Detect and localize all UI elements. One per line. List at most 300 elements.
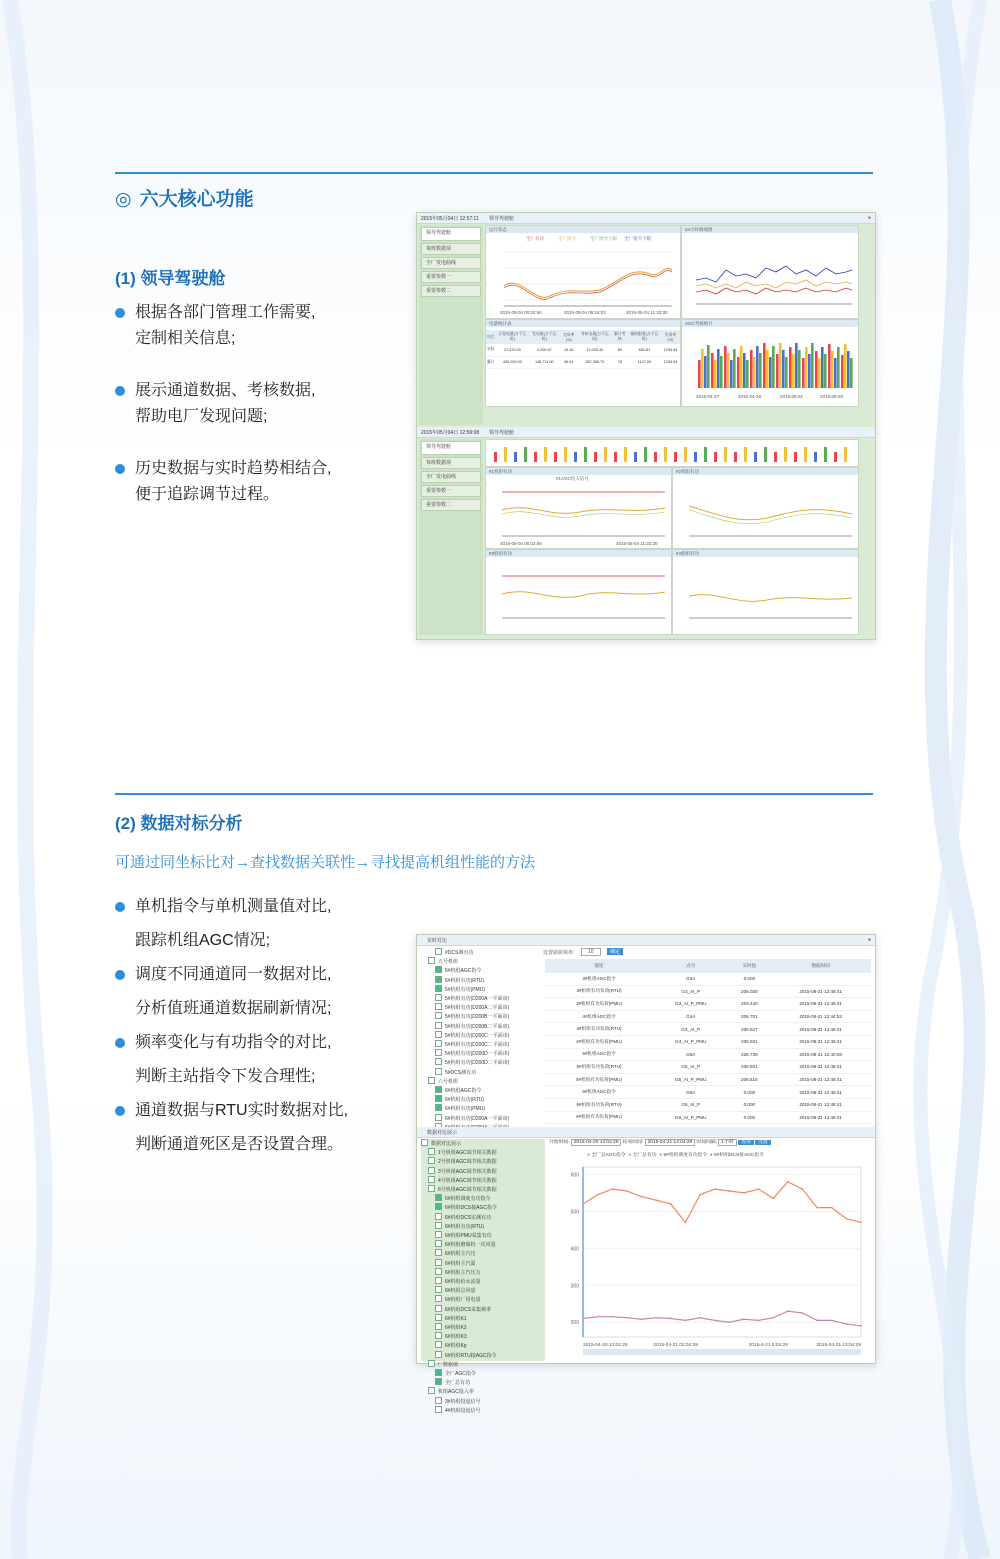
tree-item-label: 5#机组有功(D200B二平面串) <box>445 1023 510 1030</box>
data-point <box>641 1318 643 1320</box>
tree-item[interactable] <box>421 1222 545 1231</box>
checkbox[interactable] <box>421 1139 428 1146</box>
data-point <box>816 1207 818 1209</box>
tree-item-label: 6号机组AGC调节相关数据 <box>438 1187 497 1194</box>
tree-item-label: 6#机组有功(D200A一平面串) <box>445 1115 510 1122</box>
checkbox[interactable] <box>435 1231 442 1238</box>
bar <box>844 344 847 388</box>
bar <box>594 452 597 462</box>
table-row <box>545 1061 871 1074</box>
close-icon[interactable]: ● <box>867 937 871 943</box>
checkbox[interactable] <box>435 1031 442 1038</box>
checkbox[interactable] <box>428 1360 435 1367</box>
panel-title: #4机组有功 <box>673 550 858 557</box>
tree-item[interactable] <box>421 1286 545 1295</box>
cell: 0.000 <box>728 1098 770 1111</box>
sidebar-item[interactable]: 全厂发电曲线 <box>421 257 481 269</box>
tree-item-label: 6#机组调度有功指令 <box>445 1196 491 1203</box>
bar <box>814 452 817 462</box>
checkbox[interactable] <box>428 1176 435 1183</box>
tree-top <box>421 948 539 1128</box>
bar <box>795 343 798 388</box>
cell: 205.030 <box>728 985 770 998</box>
checkbox-checked[interactable] <box>435 1104 442 1111</box>
bullet-line: 频率变化与有功指令的对比, <box>135 1034 332 1051</box>
cell: 6#机组AGC指令 <box>545 1086 653 1099</box>
tree-item[interactable] <box>421 1378 545 1387</box>
tree-item[interactable] <box>421 1176 545 1185</box>
bullet-dot <box>115 970 125 980</box>
bar <box>554 452 557 462</box>
tree-item[interactable] <box>421 1077 539 1086</box>
legend-item: ● <box>659 1153 663 1158</box>
tree-item[interactable] <box>421 1022 539 1031</box>
bar <box>794 452 797 462</box>
tree-item[interactable] <box>421 1369 545 1378</box>
table-header: 描述 <box>545 959 653 973</box>
tree-item[interactable] <box>421 948 539 957</box>
tab-time: 2015年05月04日 12:57:11 <box>421 216 479 222</box>
data-point <box>787 1181 789 1183</box>
bullet-line: 展示通道数据、考核数据, <box>135 382 316 399</box>
cell: 203.440 <box>728 998 770 1011</box>
tree-item[interactable] <box>421 1249 545 1258</box>
data-point <box>802 1312 804 1314</box>
tree-item-label: 6#机组DCS采集频率 <box>445 1306 492 1313</box>
tree-item[interactable] <box>421 1095 539 1104</box>
start-input[interactable]: 2015-04-20 13:04:29 <box>571 1139 622 1146</box>
checkbox[interactable] <box>428 1185 435 1192</box>
checkbox[interactable] <box>435 1240 442 1247</box>
tree-item[interactable] <box>421 1012 539 1021</box>
sidebar-item[interactable]: 重要参数一 <box>421 271 481 283</box>
tab-realtime-compare[interactable]: 实时对比 <box>427 938 448 944</box>
data-point <box>685 1319 687 1321</box>
bar <box>654 452 657 462</box>
bullet-line: 分析值班通道数据刷新情况; <box>135 1000 332 1017</box>
table-row <box>545 1048 871 1061</box>
tree-item[interactable] <box>421 1194 545 1203</box>
checkbox[interactable] <box>428 1077 435 1084</box>
cell: 4#机组有功负荷(RTU) <box>545 1023 653 1036</box>
tree-item[interactable] <box>421 1058 539 1067</box>
checkbox[interactable] <box>435 1305 442 1312</box>
checkbox[interactable] <box>435 1268 442 1275</box>
bar <box>746 360 749 388</box>
y-tick-label: 600 <box>570 1172 579 1179</box>
tree-item[interactable] <box>421 1213 545 1222</box>
tree-item[interactable] <box>421 1203 545 1212</box>
checkbox[interactable] <box>428 1157 435 1164</box>
tree-item-label: 6#机组K1 <box>445 1315 467 1322</box>
tree-item[interactable] <box>421 1086 539 1095</box>
data-point <box>860 1325 862 1327</box>
start-label: 开始时间: <box>549 1140 570 1145</box>
bar <box>828 344 831 388</box>
checkbox[interactable] <box>428 1387 435 1394</box>
tree-item-label: 3#机组投退信号 <box>445 1398 481 1405</box>
tab-data-compare[interactable]: 数据对比展示 <box>427 1130 458 1136</box>
data-point <box>845 1323 847 1325</box>
bar <box>737 357 740 388</box>
tree-item[interactable] <box>421 1068 539 1077</box>
setting-button[interactable]: 设置 <box>755 1140 771 1145</box>
unit-line-chart <box>677 566 854 624</box>
checkbox[interactable] <box>435 1341 442 1348</box>
tree-item-label: 1号机组AGC调节相关数据 <box>438 1150 497 1157</box>
tree-item[interactable] <box>421 1003 539 1012</box>
part2-title: (2) 数据对标分析 <box>115 814 243 833</box>
cell: 27,670.00 <box>496 344 530 356</box>
chart-toolbar <box>549 1138 871 1147</box>
tree-item[interactable] <box>421 1277 545 1286</box>
data-point <box>860 1222 862 1224</box>
cockpit-sidebar <box>419 225 483 425</box>
tree-item[interactable] <box>421 1305 545 1314</box>
tree-item[interactable] <box>421 1167 545 1176</box>
tree-item[interactable] <box>421 1040 539 1049</box>
tree-item[interactable] <box>421 957 539 966</box>
energy-table <box>486 330 680 369</box>
x-tick-label: 2015-4-21 5:04:29 <box>748 1343 788 1348</box>
tree-item-label: 机组AGC投入率 <box>438 1389 474 1396</box>
bar <box>750 350 753 388</box>
cell: G4_AI_P_PMU <box>653 1035 728 1048</box>
bar <box>727 353 730 388</box>
checkbox-checked[interactable] <box>435 976 442 983</box>
table-row <box>545 1010 871 1023</box>
close-icon[interactable]: ● <box>867 215 871 221</box>
tree-item-label: 4号机组AGC调节相关数据 <box>438 1177 497 1184</box>
tree-item[interactable] <box>421 1049 539 1058</box>
bar <box>701 349 704 388</box>
bar <box>764 447 767 462</box>
checkbox-checked[interactable] <box>435 1095 442 1102</box>
data-point <box>670 1318 672 1320</box>
data-point <box>728 1190 730 1192</box>
cell: 206.601 <box>728 1061 770 1074</box>
cell: G3_AI_P <box>653 985 728 998</box>
data-point <box>699 1194 701 1196</box>
data-point <box>685 1222 687 1224</box>
legend-label: 6#机组DCS接AGC指令 <box>714 1153 764 1158</box>
realtime-table <box>545 959 871 1124</box>
cell: G6_AI_P <box>653 1098 728 1111</box>
legend-item: 全厂指令下限 <box>624 236 651 241</box>
x-tick: 2015-05-04 11:33:30 <box>626 310 668 315</box>
checkbox-checked[interactable] <box>435 985 442 992</box>
checkbox[interactable] <box>435 1323 442 1330</box>
checkbox-checked[interactable] <box>435 1378 442 1385</box>
checkbox[interactable] <box>428 1167 435 1174</box>
bar <box>850 358 853 388</box>
checkbox[interactable] <box>435 1022 442 1029</box>
tree-item-label: 5#机组有功(D200C二平面串) <box>445 1042 510 1049</box>
tree-item[interactable] <box>421 985 539 994</box>
checkbox[interactable] <box>435 1277 442 1284</box>
data-point <box>772 1317 774 1319</box>
bar <box>769 357 772 388</box>
bar <box>785 357 788 388</box>
table-row <box>545 985 871 998</box>
bar <box>798 350 801 388</box>
cell: 5#机组有功负荷(RTU) <box>545 1061 653 1074</box>
panel-energy-table <box>485 319 681 407</box>
checkbox[interactable] <box>435 1049 442 1056</box>
legend-label: 6#机组调度有功指令 <box>663 1153 708 1158</box>
tree-item-label: 6#机组K3 <box>445 1334 467 1341</box>
sidebar-item[interactable]: 重要参数二 <box>421 499 481 511</box>
query-button[interactable]: 查询 <box>738 1140 754 1145</box>
bar <box>740 346 743 388</box>
sidebar-item[interactable]: 重要参数二 <box>421 285 481 297</box>
bar <box>664 447 667 462</box>
sidebar-item[interactable]: 重要参数一 <box>421 485 481 497</box>
tree-item-label: 6#机组主汽温 <box>445 1260 476 1267</box>
bar <box>834 358 837 388</box>
cell: G5_AI_P <box>653 1061 728 1074</box>
data-point <box>714 1188 716 1190</box>
cell: G4A <box>653 1010 728 1023</box>
panel-bars-strip <box>485 439 859 467</box>
x-tick-label: 2015-04-20 13:04:29 <box>583 1343 628 1348</box>
checkbox[interactable] <box>435 1003 442 1010</box>
tree-item[interactable] <box>421 1185 545 1194</box>
data-point <box>670 1203 672 1205</box>
cell: 80 <box>612 344 628 356</box>
tree-item-label: 6#机组主汽压 <box>445 1251 476 1258</box>
cell: 4#机组AGC指令 <box>545 1010 653 1023</box>
checkbox-checked[interactable] <box>435 966 442 973</box>
table-header: 考核电量(万千瓦时) <box>578 330 612 344</box>
bar <box>776 354 779 388</box>
tree-item[interactable] <box>421 1341 545 1350</box>
checkbox[interactable] <box>435 1406 442 1413</box>
agc-bar-chart <box>686 334 854 392</box>
tree-item[interactable] <box>421 1148 545 1157</box>
tree-item[interactable] <box>421 1268 545 1277</box>
tree-item-label: 5#机组有功(RTU) <box>445 977 485 984</box>
tree-item[interactable] <box>421 1351 545 1360</box>
tree-item-label: 5#机组有功(D200D一平面串) <box>445 1051 510 1058</box>
checkbox-checked[interactable] <box>435 1369 442 1376</box>
bullet-line: 便于追踪调节过程。 <box>135 486 280 503</box>
tree-item[interactable] <box>421 1360 545 1369</box>
checkbox[interactable] <box>435 1295 442 1302</box>
tree-item[interactable] <box>421 1104 539 1113</box>
end-input[interactable]: 2015-04-21 13:04:29 <box>645 1139 696 1146</box>
part2-bullet-2 <box>115 958 331 1026</box>
bar <box>844 447 847 462</box>
legend-item: ● <box>628 1153 632 1158</box>
tab-cockpit[interactable]: 领导驾驶舱 <box>489 216 515 222</box>
cell: 1299.54 <box>661 356 680 369</box>
bar <box>644 447 647 462</box>
checkbox[interactable] <box>435 1222 442 1229</box>
tree-item[interactable] <box>421 1259 545 1268</box>
tree-item-label: 6#机组主汽压力 <box>445 1269 481 1276</box>
data-point <box>816 1319 818 1321</box>
checkbox[interactable] <box>435 994 442 1001</box>
bar <box>824 354 827 388</box>
cell: 3#机组AGC指令 <box>545 973 653 985</box>
cell: 5#机组AGC指令 <box>545 1048 653 1061</box>
cell: 2015-08-21 12:44:52 <box>770 1010 871 1023</box>
data-point <box>626 1317 628 1319</box>
checkbox[interactable] <box>435 1286 442 1293</box>
panel-title: 电量统计表 <box>486 320 680 327</box>
checkbox[interactable] <box>435 1040 442 1047</box>
data-point <box>758 1188 760 1190</box>
tree-item[interactable] <box>421 994 539 1003</box>
data-point <box>655 1317 657 1319</box>
tree-item[interactable] <box>421 1323 545 1332</box>
y-tick-label: 200 <box>570 1320 579 1327</box>
tree-item-label: 5#机组有功(D200A一平面串) <box>445 996 510 1003</box>
bar <box>724 346 727 388</box>
x-tick: 2015-05-03 <box>820 394 844 399</box>
cell: 206.501 <box>728 1035 770 1048</box>
chart-legend <box>587 1151 764 1158</box>
bar <box>766 350 769 388</box>
cell: 2015-08-21 12:48:41 <box>770 1086 871 1099</box>
tree-item-label: 五号机组 <box>438 959 459 966</box>
checkbox-checked[interactable] <box>435 1194 442 1201</box>
tree-item-label: 6#机组有功(RTU) <box>445 1097 485 1104</box>
tree-item[interactable] <box>421 976 539 985</box>
data-point <box>758 1319 760 1321</box>
checkbox[interactable] <box>435 1249 442 1256</box>
tree-item[interactable] <box>421 1139 545 1148</box>
x-tick: 2015-05-04 05:18:03 <box>564 310 606 315</box>
background-wave-left <box>0 0 60 1559</box>
refresh-select[interactable]: 10 <box>581 948 601 956</box>
bar <box>834 452 837 462</box>
confirm-button[interactable]: 确定 <box>607 948 623 955</box>
tree-item-label: 5#机组有功(D200B一平面串) <box>445 1014 510 1021</box>
checkbox[interactable] <box>428 1148 435 1155</box>
checkbox[interactable] <box>435 1058 442 1065</box>
bar <box>824 447 827 462</box>
tree-item-label: 6#机组RTU接AGC指令 <box>445 1352 497 1359</box>
cell: 2015-08-21 12:48:41 <box>770 1073 871 1086</box>
checkbox-checked[interactable] <box>435 1203 442 1210</box>
bullet-line: 判断主站指令下发合理性; <box>135 1068 316 1085</box>
cell: G6_AI_P_PMU <box>653 1111 728 1124</box>
tab-cockpit[interactable]: 领导驾驶舱 <box>489 430 515 436</box>
checkbox[interactable] <box>435 1114 442 1121</box>
bar <box>694 452 697 462</box>
tree-item-label: 4#机组投退信号 <box>445 1407 481 1414</box>
bar <box>784 447 787 462</box>
cell: 2015-08-21 12:48:41 <box>770 1061 871 1074</box>
bullet-line: 跟踪机组AGC情况; <box>135 932 271 949</box>
part1-title: (1) 领导驾驶舱 <box>115 269 226 288</box>
table-header: 累计考核 <box>612 330 628 344</box>
checkbox[interactable] <box>435 1259 442 1266</box>
tree-item[interactable] <box>421 1314 545 1323</box>
tree-item[interactable] <box>421 1387 545 1396</box>
part1-bullet-1 <box>115 300 315 352</box>
x-tick: 2015-05-01 <box>780 394 804 399</box>
tree-item[interactable] <box>421 1240 545 1249</box>
bar <box>821 347 824 388</box>
interval-select[interactable]: 1小时 <box>718 1139 736 1146</box>
bar <box>534 452 537 462</box>
checkbox[interactable] <box>435 1332 442 1339</box>
tree-item[interactable] <box>421 1114 539 1123</box>
status-line-chart <box>490 244 676 316</box>
tree-item[interactable] <box>421 1231 545 1240</box>
checkbox[interactable] <box>435 1213 442 1220</box>
bar <box>614 452 617 462</box>
bars-strip-chart <box>488 442 856 464</box>
cell: 6#机组有功负荷(PMU) <box>545 1111 653 1124</box>
data-point <box>802 1188 804 1190</box>
tree-item-label: 5#机组有功(D200D二平面串) <box>445 1060 510 1067</box>
tree-item-label: 6#机组有功(RTU) <box>445 1223 485 1230</box>
cell: 15.18 <box>559 344 578 356</box>
checkbox[interactable] <box>435 1068 442 1075</box>
bar <box>711 353 714 388</box>
checkbox[interactable] <box>435 1397 442 1404</box>
table-row <box>545 998 871 1011</box>
sidebar-item[interactable]: 每班数据项 <box>421 457 481 469</box>
sidebar-item[interactable]: 全厂发电曲线 <box>421 471 481 483</box>
checkbox[interactable] <box>435 948 442 955</box>
table-row <box>545 1035 871 1048</box>
checkbox[interactable] <box>435 1012 442 1019</box>
checkbox[interactable] <box>428 957 435 964</box>
checkbox-checked[interactable] <box>435 1086 442 1093</box>
checkbox[interactable] <box>435 1314 442 1321</box>
data-point <box>831 1207 833 1209</box>
realtime-table-wrap <box>545 959 871 1124</box>
time-scrollbar[interactable] <box>583 1349 861 1355</box>
tree-item[interactable] <box>421 1157 545 1166</box>
tree-item[interactable] <box>421 1332 545 1341</box>
tree-item[interactable] <box>421 1295 545 1304</box>
bar <box>674 452 677 462</box>
sidebar-item[interactable]: 领导驾驶舱 <box>421 227 481 241</box>
bar <box>564 447 567 462</box>
bar <box>604 447 607 462</box>
cell: 4#机组有功负荷(PMU) <box>545 1035 653 1048</box>
table-row <box>545 1073 871 1086</box>
tree-item[interactable] <box>421 1406 545 1415</box>
sidebar-item[interactable]: 每班数据项 <box>421 243 481 255</box>
legend-label: 全厂总有功 <box>632 1153 657 1158</box>
legend-item: ● <box>587 1153 590 1158</box>
table-row <box>486 344 680 356</box>
sidebar-item[interactable]: 领导驾驶舱 <box>421 441 481 455</box>
data-point <box>641 1196 643 1198</box>
cell: 实际 <box>486 344 496 356</box>
tree-item[interactable] <box>421 1397 545 1406</box>
bar <box>847 351 850 388</box>
unit-line-chart <box>490 484 667 542</box>
bar <box>744 447 747 462</box>
panel-unit-4 <box>672 549 859 635</box>
tree-item[interactable] <box>421 1031 539 1040</box>
cell: 0.000 <box>728 1086 770 1099</box>
tree-item[interactable] <box>421 966 539 975</box>
checkbox[interactable] <box>435 1351 442 1358</box>
bar <box>704 447 707 462</box>
bar <box>818 358 821 388</box>
bar <box>624 447 627 462</box>
tree-item-label: 5#机组有功(D200C一平面串) <box>445 1032 510 1039</box>
